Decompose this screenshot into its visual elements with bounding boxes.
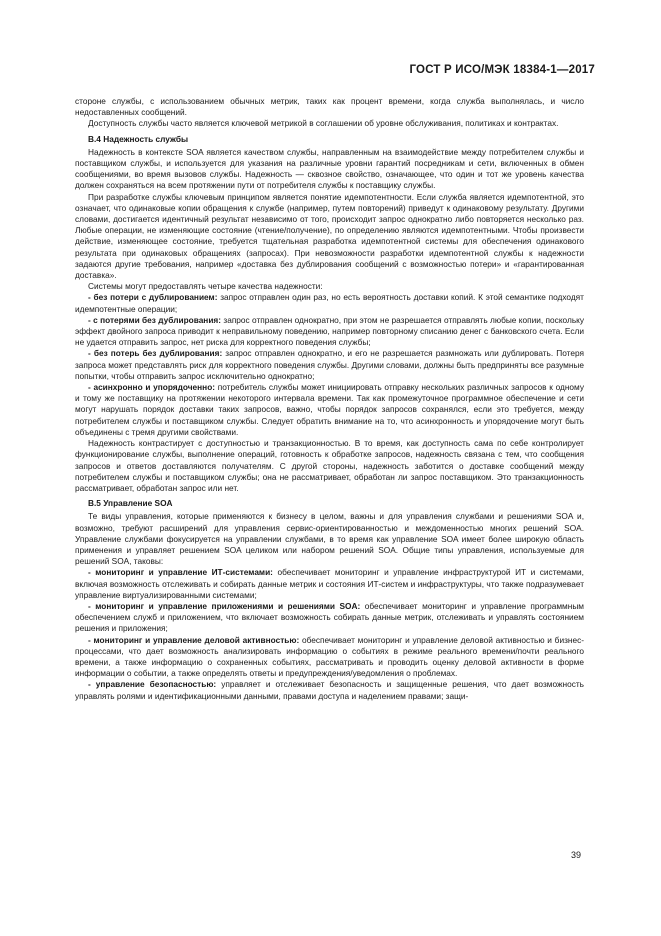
- list-item-text: обеспечивает мониторинг и управление инфраструктурой ИТ и системами, включая возможность отслеживать и собирать данные метрик и состояния ИТ-систем и инфраструктуры, что также подразумевает управление виртуализированными системами;: [75, 567, 584, 600]
- list-item-term: - без потери с дублированием:: [88, 292, 218, 303]
- paragraph: Надежность контрастирует с доступностью и транзакционностью. В то время, как доступность сама по себе контролирует функционирование службы, выполнение операций, готовность к обработке запросов, надежность связана с тем, что сообщения запросов и ответов доставляются получателям. С другой стороны, надежность заботится о доставке сообщений между потребителем службы и поставщиком службы; она не рассматривает, обработан ли запрос поставщиком. Это транзакционность рассматривает, обработан запрос или нет.: [75, 438, 584, 493]
- list-item-text: потребитель службы может инициировать отправку нескольких различных запросов к одному и тому же поставщику на протяжении некоторого интервала времени. Так как промежуточное программное обеспечение и сети могут нарушать порядок доставки таких запросов, важно, чтобы порядок запросов сохранялся, если это требуется, между потребителем службы и поставщиком службы. Следует обратить внимание на то, что асинхронность и упорядочение могут быть объединены с тремя другими свойствами.: [75, 382, 584, 437]
- list-item: [75, 567, 584, 601]
- list-item-term: - управление безопасностью:: [88, 679, 217, 690]
- page-number: 39: [570, 850, 581, 860]
- list-item: [75, 382, 584, 438]
- document-header: ГОСТ Р ИСО/МЭК 18384-1—2017: [409, 64, 595, 76]
- section-heading-b5: В.5 Управление SOA: [88, 498, 173, 509]
- list-item-term: - мониторинг и управление деловой активностью:: [88, 634, 300, 645]
- list-item-text: управляет и отслеживает безопасность и защищенные решения, что дает возможность управлять ролями и идентификационными данными, правами доступа и наделением правами; защи-: [75, 679, 584, 701]
- list-item-text: обеспечивает мониторинг и управление деловой активностью и бизнес-процессами, что дает возможность анализировать информацию о событиях в режиме реального времени/почти реального времени, а также информацию о сохраненных событиях, рассматривать и проводить оценку деловой активности в форме информации о событии, а также определять ответы и предупреждения/уведомления о проблемах.: [75, 634, 584, 679]
- list-item-term: - без потерь без дублирования:: [88, 348, 223, 359]
- paragraph: Те виды управления, которые применяются к бизнесу в целом, важны и для управления службами и решениями SOA и, возможно, требуют расширений для управления сервис-ориентированностью и междоменностью многих решений SOA. Управление службами фокусируется на управлении службами, в то время как управление SOA имеет более широкую область применения и управляет решением SOA целиком или набором решений SOA. Общие типы управления, используемые для решений SOA, таковы:: [75, 511, 584, 567]
- list-item-text: обеспечивает мониторинг и управление программным обеспечением служб и приложением, что включает возможность собирать данные метрик, отслеживать и управлять состоянием решения и приложения;: [75, 600, 584, 634]
- paragraph: Доступность службы часто является ключевой метрикой в соглашении об уровне обслуживания, политиках и контрактах.: [88, 118, 559, 129]
- list-item-term: - мониторинг и управление ИТ-системами:: [88, 567, 273, 578]
- paragraph: Системы могут предоставлять четыре качества надежности:: [88, 281, 323, 292]
- list-item: [75, 348, 584, 382]
- paragraph: При разработке службы ключевым принципом является понятие идемпотентности. Если служба является идемпотентной, это означает, что одинаковые копии обращения к службе (например, путем повторений) приведут к одинаковому результату. Другими словами, достигается идентичный результат независимо от того, происходит запрос однократно либо повторяется несколько раз. Любые операции, не изменяющие состояние (чтение/получение), по определению являются идемпотентными. Чтобы произвести действие, изменяющее состояние, требуется тщательная разработка идемпотентной системы для обеспечения одинакового результата при одинаковых обращениях (запросах). При невозможности разработки идемпотентной службы к надежности задаются другие требования, например «доставка без дублирования сообщений с возможностью потери» и «гарантированная доставка».: [75, 191, 584, 281]
- list-item: [75, 679, 584, 701]
- list-item-text: запрос отправлен однократно, и его не разрешается размножать или дублировать. Потеря запроса может представлять риск для корректного поведения службы. Другими словами, должны быть предприняты все разумные попытки, чтобы отправить запрос исключительно однократно;: [75, 348, 584, 381]
- paragraph: Надежность в контексте SOA является качеством службы, направленным на взаимодействие между потребителем службы и поставщиком службы, и используется для указания на различные уровни гарантий посредникам и сети, включенных в обмен сообщениями, во время вызовов службы. Надежность — сквозное свойство, означающее, что один и тот же уровень качества должен сохраняться на всем протяжении пути от потребителя службы к поставщику службы.: [75, 146, 584, 191]
- list-item-term: - мониторинг и управление приложениями и решениями SOA:: [88, 600, 361, 611]
- list-item-text: запрос отправлен однократно, при этом не разрешается отправлять любые копии, поскольку эффект двойного запроса приводит к неправильному поведению, например повторному списанию денег с банковского счета. Если не удается отправить запрос, нет риска для корректного поведения службы;: [75, 314, 585, 348]
- list-item: [75, 292, 584, 314]
- list-item: [75, 601, 584, 635]
- paragraph: стороне службы, с использованием обычных метрик, таких как процент времени, когда служба выполнялась, и число недоставленных сообщений.: [75, 96, 584, 118]
- document-body: [75, 96, 584, 702]
- list-item: [75, 635, 584, 680]
- section-heading-b4: В.4 Надежность службы: [88, 133, 189, 144]
- list-item-term: - асинхронно и упорядоченно:: [88, 382, 216, 393]
- list-item: [75, 315, 584, 349]
- list-item-term: - с потерями без дублирования:: [88, 314, 222, 325]
- list-item-text: запрос отправлен один раз, но есть вероятность доставки копий. К этой семантике подходят идемпотентные операции;: [75, 292, 584, 314]
